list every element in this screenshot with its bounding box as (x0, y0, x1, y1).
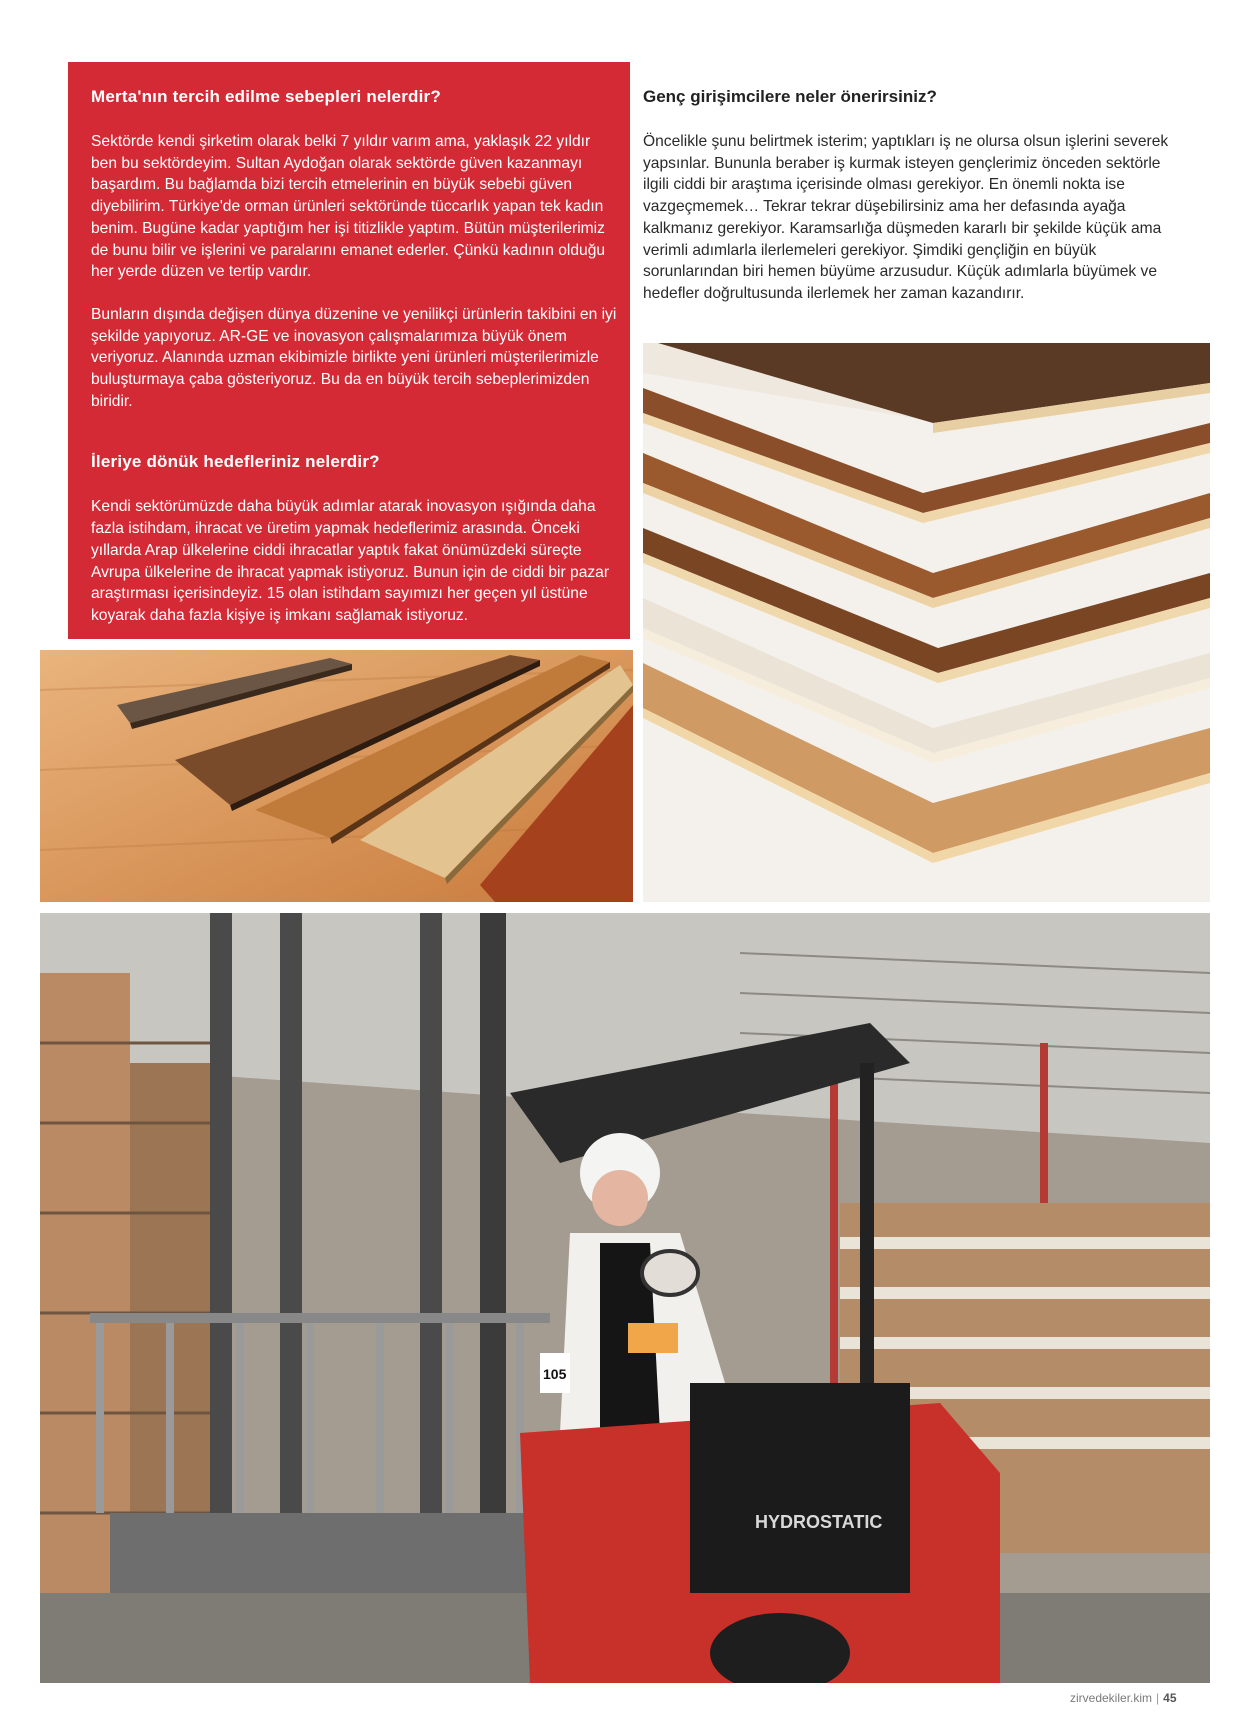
section-heading-young-entrepreneurs: Genç girişimcilere neler önerirsiniz? (643, 87, 937, 106)
paragraph: Öncelikle şunu belirtmek isterim; yaptıkları iş ne olursa olsun işlerini severek yapsınlar. Bununla beraber iş kurmak isteyen gençlerimiz önceden sektörle ilgili ciddi bir araştıma içerisinde olması gerekiyor. En önemli nokta ise vazgeçmemek… Tekrar tekrar düşebilirsiniz ama her defasında ayağa kalkmanız gerekiyor. Karamsarlığa düşmeden kararlı bir şekilde küçük ama verimli adımlarla ilerlemeleri gerekiyor. Şimdiki gençliğin en büyük sorunlarından biri hemen büyüme arzusudur. Küçük adımlarla büyümek ve hedefler doğrultusunda ilerlemek her zaman kazandırır. (643, 133, 1169, 302)
paragraph: Sektörde kendi şirketim olarak belki 7 yıldır varım ama, yaklaşık 22 yıldır ben bu sektördeyim. Sultan Aydoğan olarak sektörde güven kazanmayı başardım. Bu bağlamda bizi tercih etmelerinin en büyük sebebi güven diyebilirim. Türkiye'de orman ürünleri sektöründe tüccarlık yapan tek kadın benim. Bugüne kadar yaptığım her işi titizlikle yaptım. Bütün müşterilerimiz de bunu bilir ve işlerini ve paralarını emanet ederler. Çünkü kadının olduğu her yerde düzen ve tertip vardır. (91, 133, 606, 281)
wood-flooring-photo (40, 650, 633, 902)
warehouse-forklift-illustration (40, 913, 1210, 1683)
section-heading-merta-reasons: Merta'nın tercih edilme sebepleri nelerdir? (91, 87, 441, 106)
red-text-panel (68, 62, 630, 639)
right-text-column (643, 62, 1188, 305)
paragraph: Bunların dışında değişen dünya düzenine ve yenilikçi ürünlerin takibini en iyi şekilde yapıyoruz. AR-GE ve inovasyon çalışmalarımıza büyük önem veriyoruz. Alanında uzman ekibimizle birlikte yeni ürünleri müşterilerimizle buluşturmaya çaba gösteriyoruz. Bu da en büyük tercih sebeplerimizden biridir. (91, 305, 617, 410)
pallet-number-text: 105 (543, 1366, 567, 1382)
page-number: 45 (1163, 1691, 1177, 1705)
paragraph: Kendi sektörümüzde daha büyük adımlar atarak inovasyon ışığında daha fazla istihdam, ihracat ve üretim yapmak hedeflerimiz arasında. Önceki yıllarda Arap ülkelerine ciddi ihracatlar yaptık fakat önümüzdeki süreçte Avrupa ülkelerine de ihracat yapmak istiyoruz. Bunun için de ciddi bir pazar araştırması içerisindeyiz. 15 olan istihdam sayımızı her geçen yıl üstüne koyarak daha fazla kişiye iş imkanı sağlamak istiyoruz. (91, 498, 610, 624)
forklift-brand-text: HYDROSTATIC (755, 1512, 883, 1532)
page-footer (1070, 1691, 1177, 1709)
wood-boards-illustration (643, 343, 1210, 902)
section-heading-future-goals: İleriye dönük hedefleriniz nelerdir? (91, 452, 380, 472)
site-name: zirvedekiler.kim (1070, 1691, 1153, 1705)
footer-separator: | (1156, 1691, 1160, 1705)
warehouse-forklift-photo (40, 913, 1210, 1683)
wood-flooring-illustration (40, 650, 633, 902)
wood-boards-photo (643, 343, 1210, 902)
